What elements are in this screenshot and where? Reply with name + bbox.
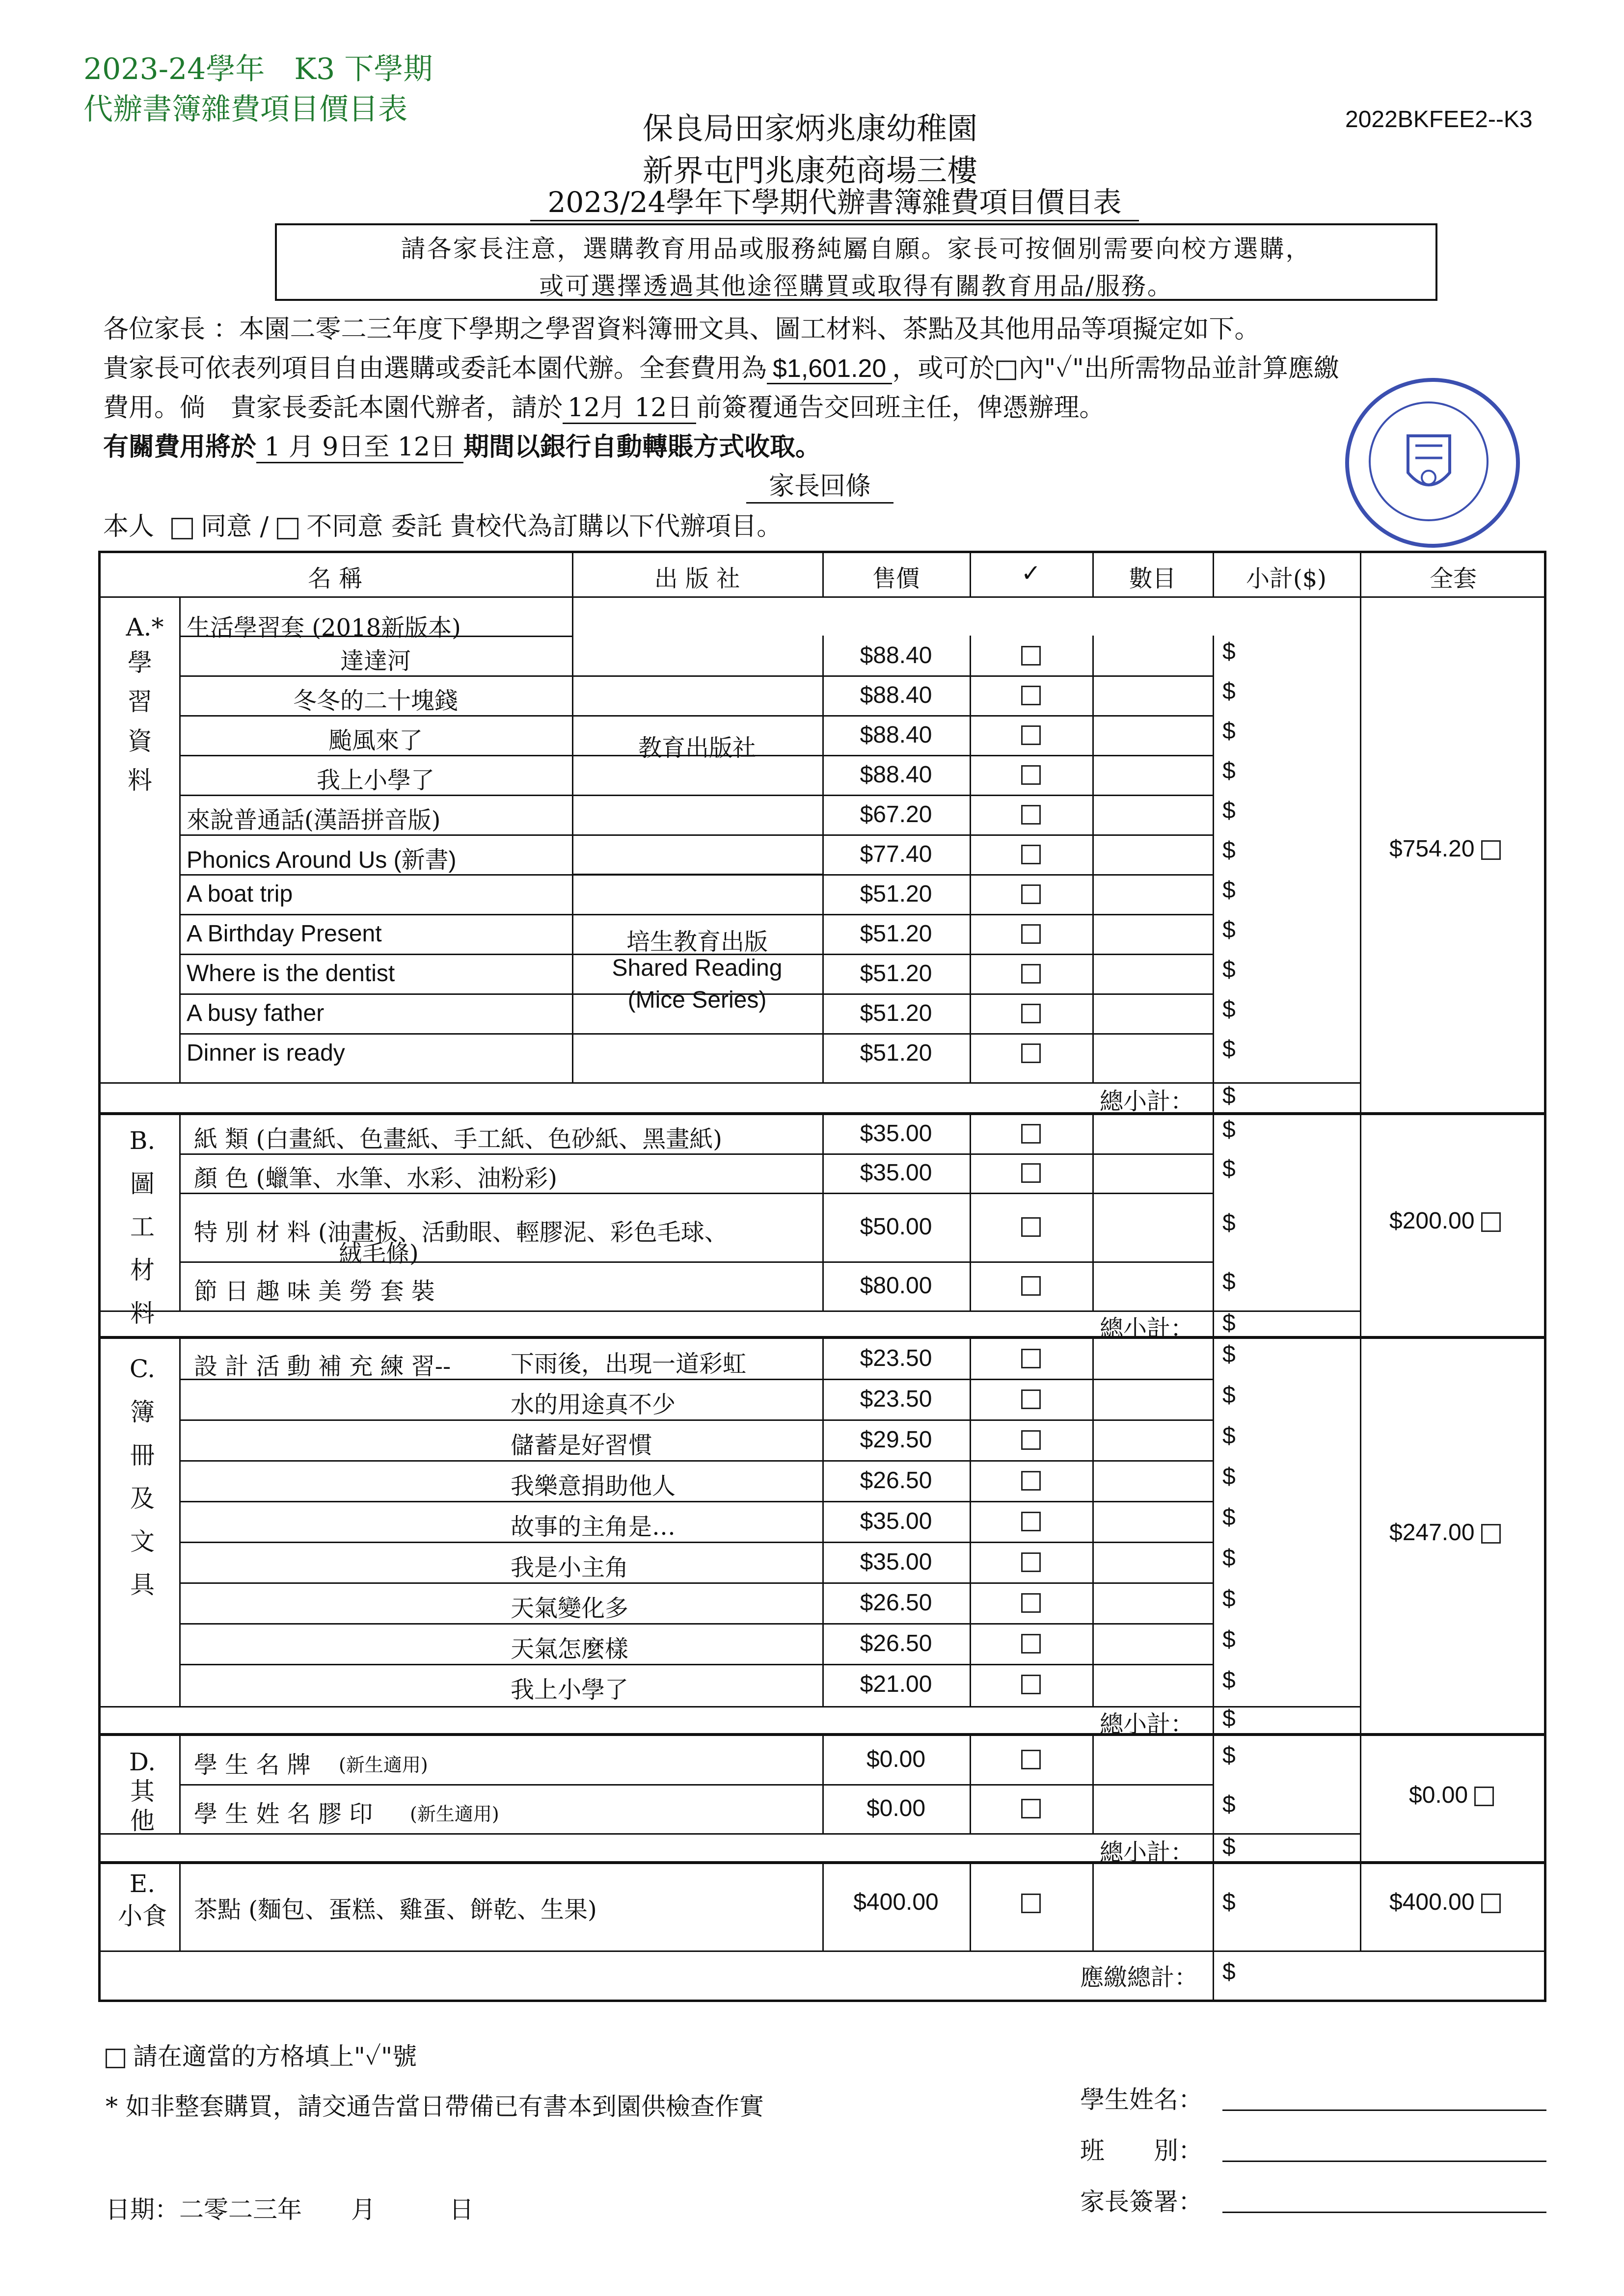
publisher-a2-line2: Shared Reading xyxy=(612,955,783,981)
grand-total-value: $ xyxy=(1222,1959,1236,1985)
item-b-2-price: $35.00 xyxy=(860,1160,932,1186)
section-c-set-price: $247.00 xyxy=(1389,1519,1501,1546)
header-full-set: 全套 xyxy=(1429,565,1477,592)
item-c-8-price: $26.50 xyxy=(860,1630,932,1656)
item-c-5-subtotal: $ xyxy=(1222,1504,1236,1530)
item-a-5-checkbox[interactable] xyxy=(1021,805,1041,825)
item-c-5-price: $35.00 xyxy=(860,1508,932,1534)
item-c-6-subtotal: $ xyxy=(1222,1545,1236,1571)
item-c-5-checkbox[interactable] xyxy=(1021,1512,1041,1531)
school-stamp-emblem-icon xyxy=(1349,382,1516,544)
item-a-4-price: $88.40 xyxy=(860,761,932,788)
item-a-9-subtotal: $ xyxy=(1222,956,1236,983)
section-c-subtotal-label: 總小計： xyxy=(1100,1710,1194,1738)
item-a-7-name: A boat trip xyxy=(187,881,293,907)
item-c-9-subtotal: $ xyxy=(1222,1667,1236,1693)
item-b-2-name: 顏 色 (蠟筆、水筆、水彩、油粉彩) xyxy=(194,1165,557,1192)
deadline-day: 12日 xyxy=(630,393,696,424)
item-c-1-name: 下雨後，出現一道彩虹 xyxy=(511,1350,747,1378)
class-label: 班 別： xyxy=(1080,2136,1203,2165)
item-a-7-price: $51.20 xyxy=(860,881,932,907)
item-b-2-subtotal: $ xyxy=(1222,1156,1236,1182)
notice-box xyxy=(275,223,1437,301)
item-b-1-subtotal: $ xyxy=(1222,1117,1236,1143)
item-c-4-checkbox[interactable] xyxy=(1021,1471,1041,1491)
deduction-dates: 1 月 9日至 12日 xyxy=(256,432,463,463)
signature-field[interactable] xyxy=(1222,2212,1546,2213)
item-c-1-price: $23.50 xyxy=(860,1345,932,1371)
item-a-4-subtotal: $ xyxy=(1222,757,1236,784)
item-c-4-name: 我樂意捐助他人 xyxy=(511,1472,676,1500)
item-a-10-name: A busy father xyxy=(187,1000,325,1026)
section-c-group-title: 設 計 活 動 補 充 練 習-- xyxy=(194,1353,451,1380)
signature-label: 家長簽署： xyxy=(1080,2188,1203,2216)
item-c-9-price: $21.00 xyxy=(860,1671,932,1697)
item-d-2-note: (新生適用) xyxy=(410,1803,499,1825)
item-c-1-checkbox[interactable] xyxy=(1021,1349,1041,1368)
item-a-4-checkbox[interactable] xyxy=(1021,765,1041,785)
reply-heading: 家長回條 xyxy=(746,465,893,504)
disagree-checkbox[interactable] xyxy=(277,518,298,539)
item-c-7-subtotal: $ xyxy=(1222,1585,1236,1612)
item-d-2-checkbox[interactable] xyxy=(1021,1799,1041,1818)
section-c-set-checkbox[interactable] xyxy=(1481,1524,1501,1544)
class-field[interactable] xyxy=(1222,2161,1546,2162)
item-a-3-price: $88.40 xyxy=(860,721,932,748)
item-a-10-subtotal: $ xyxy=(1222,996,1236,1022)
star-note: * 如非整套購買，請交通告當日帶備已有書本到園供檢查作實 xyxy=(106,2092,764,2121)
item-c-6-name: 我是小主角 xyxy=(511,1553,629,1581)
item-b-3-subtotal: $ xyxy=(1222,1210,1236,1236)
school-name: 保良局田家炳兆康幼稚園 xyxy=(642,110,977,146)
agree-label: 同意 / xyxy=(201,512,269,541)
header-name: 名 稱 xyxy=(307,565,363,592)
item-d-1-name: 學 生 名 牌 xyxy=(194,1751,311,1779)
item-c-2-subtotal: $ xyxy=(1222,1382,1236,1408)
section-c-label: C. 簿 冊 及 文 具 xyxy=(129,1355,156,1599)
item-a-8-name: A Birthday Present xyxy=(187,920,382,947)
item-d-2-price: $0.00 xyxy=(866,1795,926,1821)
section-c-subtotal-value: $ xyxy=(1222,1706,1236,1732)
item-c-8-subtotal: $ xyxy=(1222,1626,1236,1653)
item-b-4-checkbox[interactable] xyxy=(1021,1276,1041,1296)
item-a-5-subtotal: $ xyxy=(1222,797,1236,824)
example-checkbox-icon xyxy=(106,2049,125,2068)
item-b-1-price: $35.00 xyxy=(860,1121,932,1147)
section-a-code: A.* xyxy=(126,613,164,641)
item-a-11-subtotal: $ xyxy=(1222,1036,1236,1062)
publisher-a2-line1: 培生教育出版 xyxy=(626,929,768,955)
section-b-set-price: $200.00 xyxy=(1389,1207,1501,1234)
item-b-3-name: 特 別 材 料 (油畫板、活動眼、輕膠泥、彩色毛球、 xyxy=(194,1219,728,1246)
item-c-8-name: 天氣怎麼樣 xyxy=(511,1635,629,1663)
section-b-label: B. 圖 工 材 料 xyxy=(129,1126,156,1328)
publisher-a1: 教育出版社 xyxy=(638,734,756,762)
section-d-subtotal-value: $ xyxy=(1222,1834,1236,1860)
item-c-2-checkbox[interactable] xyxy=(1021,1389,1041,1409)
item-a-10-checkbox[interactable] xyxy=(1021,1004,1041,1023)
item-d-2-name: 學 生 姓 名 膠 印 xyxy=(194,1800,373,1828)
item-a-3-checkbox[interactable] xyxy=(1021,725,1041,745)
section-b-subtotal-label: 總小計： xyxy=(1100,1315,1194,1342)
item-a-7-subtotal: $ xyxy=(1222,877,1236,903)
item-b-4-price: $80.00 xyxy=(860,1273,932,1299)
document-title: 2023/24學年下學期代辦書簿雜費項目價目表 xyxy=(530,185,1139,221)
item-a-3-subtotal: $ xyxy=(1222,718,1236,744)
item-a-1-name: 達達河 xyxy=(340,647,411,675)
item-a-2-subtotal: $ xyxy=(1222,678,1236,704)
item-c-2-price: $23.50 xyxy=(860,1386,932,1412)
agree-checkbox[interactable] xyxy=(171,518,193,539)
header-publisher: 出 版 社 xyxy=(654,565,740,592)
item-a-6-checkbox[interactable] xyxy=(1021,845,1041,864)
item-a-6-subtotal: $ xyxy=(1222,837,1236,863)
section-e-set-price: $400.00 xyxy=(1389,1889,1501,1916)
intro-line3: 費用。倘 貴家長委託本園代辦者，請於 12月 12日 前簽覆通告交回班主任，俾憑辦理。 xyxy=(103,387,1105,424)
item-a-2-price: $88.40 xyxy=(860,682,932,708)
section-b-subtotal-value: $ xyxy=(1222,1310,1236,1336)
section-a-label: 學 習 資 料 xyxy=(128,648,152,795)
item-d-1-price: $0.00 xyxy=(866,1746,926,1772)
item-a-9-name: Where is the dentist xyxy=(187,960,395,987)
item-e-1-name: 茶點 (麵包、蛋糕、雞蛋、餅乾、生果) xyxy=(194,1896,597,1923)
item-a-6-price: $77.40 xyxy=(860,841,932,867)
publisher-a2-line3: (Mice Series) xyxy=(627,987,767,1013)
notice-line1: 請各家長注意，選購教育用品或服務純屬自願。家長可按個別需要向校方選購， xyxy=(401,235,1312,263)
intro-line4: 有關費用將於 1 月 9日至 12日 期間以銀行自動轉賬方式收取。 xyxy=(103,426,821,463)
disagree-label: 不同意 委託 貴校代為訂購以下代辦項目。 xyxy=(306,512,783,541)
item-a-11-price: $51.20 xyxy=(860,1040,932,1066)
reply-line: 本人 同意 / 不同意 委託 貴校代為訂購以下代辦項目。 xyxy=(103,512,783,541)
item-a-3-name: 颱風來了 xyxy=(328,726,423,754)
item-d-1-checkbox[interactable] xyxy=(1021,1750,1041,1769)
section-e-set-checkbox[interactable] xyxy=(1481,1894,1501,1913)
grand-total-label: 應繳總計： xyxy=(1080,1964,1198,1991)
date-line: 日期：二零二三年 月 日 xyxy=(106,2195,474,2224)
item-a-4-name: 我上小學了 xyxy=(316,766,434,794)
corner-title-line1: 2023-24學年 K3 下學期 xyxy=(83,52,433,86)
header-check: ✓ xyxy=(1021,560,1041,587)
item-c-9-checkbox[interactable] xyxy=(1021,1675,1041,1694)
item-b-1-checkbox[interactable] xyxy=(1021,1124,1041,1144)
section-d-subtotal-label: 總小計： xyxy=(1100,1839,1194,1866)
item-c-4-subtotal: $ xyxy=(1222,1463,1236,1490)
section-b-set-checkbox[interactable] xyxy=(1481,1212,1501,1232)
total-fee: $1,601.20 xyxy=(767,354,892,384)
document-code: 2022BKFEE2--K3 xyxy=(1345,107,1533,133)
header-subtotal: 小計($) xyxy=(1246,565,1326,592)
item-b-4-subtotal: $ xyxy=(1222,1269,1236,1295)
item-c-7-name: 天氣變化多 xyxy=(511,1594,629,1622)
item-a-1-price: $88.40 xyxy=(860,642,932,668)
item-c-1-subtotal: $ xyxy=(1222,1341,1236,1367)
deadline-month: 12月 xyxy=(563,393,630,424)
student-name-field[interactable] xyxy=(1222,2109,1546,2111)
header-quantity: 數目 xyxy=(1129,565,1176,592)
section-e-label: E. 小食 xyxy=(118,1869,167,1930)
student-name-label: 學生姓名： xyxy=(1080,2085,1203,2114)
item-a-1-subtotal: $ xyxy=(1222,638,1236,665)
item-c-3-checkbox[interactable] xyxy=(1021,1430,1041,1450)
item-e-1-price: $400.00 xyxy=(853,1889,939,1915)
item-e-1-checkbox[interactable] xyxy=(1021,1894,1041,1913)
item-a-11-checkbox[interactable] xyxy=(1021,1043,1041,1063)
section-a-group-title: 生活學習套 (2018新版本) xyxy=(187,614,461,641)
school-address: 新界屯門兆康苑商場三樓 xyxy=(642,153,977,188)
item-b-1-name: 紙 類 (白畫紙、色畫紙、手工紙、色砂紙、黑畫紙) xyxy=(194,1125,722,1153)
school-stamp xyxy=(1345,378,1520,548)
item-a-5-price: $67.20 xyxy=(860,801,932,828)
item-c-5-name: 故事的主角是… xyxy=(511,1513,676,1541)
item-d-1-subtotal: $ xyxy=(1222,1742,1236,1768)
section-a-subtotal-value: $ xyxy=(1222,1083,1236,1109)
section-a-subtotal-label: 總小計： xyxy=(1100,1088,1194,1115)
item-b-3-name-line2: 絨毛條) xyxy=(339,1240,419,1267)
header-price: 售價 xyxy=(872,565,920,592)
item-e-1-subtotal: $ xyxy=(1222,1889,1236,1915)
item-b-4-name: 節 日 趣 味 美 勞 套 裝 xyxy=(194,1278,435,1305)
section-d-label: D. 其 他 xyxy=(129,1748,156,1835)
item-a-1-checkbox[interactable] xyxy=(1021,646,1041,666)
item-a-7-checkbox[interactable] xyxy=(1021,884,1041,904)
item-a-2-checkbox[interactable] xyxy=(1021,686,1041,705)
section-d-set-checkbox[interactable] xyxy=(1474,1787,1494,1806)
item-a-9-price: $51.20 xyxy=(860,960,932,987)
section-a-set-checkbox[interactable] xyxy=(1481,840,1501,860)
item-a-5-name: 來說普通話(漢語拼音版) xyxy=(187,806,441,834)
item-a-10-price: $51.20 xyxy=(860,1000,932,1026)
item-a-6-name: Phonics Around Us (新書) xyxy=(187,847,457,873)
notice-line2: 或可選擇透過其他途徑購買或取得有關教育用品/服務。 xyxy=(539,272,1173,300)
item-c-7-checkbox[interactable] xyxy=(1021,1593,1041,1613)
section-d-set-price: $0.00 xyxy=(1409,1782,1494,1809)
item-a-8-price: $51.20 xyxy=(860,920,932,947)
item-c-6-checkbox[interactable] xyxy=(1021,1552,1041,1572)
item-c-2-name: 水的用途真不少 xyxy=(511,1390,676,1418)
item-a-8-subtotal: $ xyxy=(1222,916,1236,943)
item-c-4-price: $26.50 xyxy=(860,1467,932,1494)
intro-line2: 貴家長可依表列項目自由選購或委託本園代辦。全套費用為 $1,601.20 ，或可於□內"✓"出所需物品並計算應繳 xyxy=(103,354,1339,383)
item-b-3-price: $50.00 xyxy=(860,1214,932,1240)
item-a-11-name: Dinner is ready xyxy=(187,1040,345,1066)
item-b-2-checkbox[interactable] xyxy=(1021,1163,1041,1183)
item-a-2-name: 冬冬的二十塊錢 xyxy=(293,687,458,715)
item-c-3-price: $29.50 xyxy=(860,1426,932,1453)
check-instruction: 請在適當的方格填上"✓"號 xyxy=(106,2037,417,2072)
item-c-9-name: 我上小學了 xyxy=(511,1676,629,1704)
item-a-9-checkbox[interactable] xyxy=(1021,964,1041,984)
item-c-3-name: 儲蓄是好習慣 xyxy=(511,1431,652,1459)
item-c-8-checkbox[interactable] xyxy=(1021,1634,1041,1654)
section-a-set-price: $754.20 xyxy=(1389,835,1501,862)
item-b-3-checkbox[interactable] xyxy=(1021,1217,1041,1237)
item-c-6-price: $35.00 xyxy=(860,1548,932,1575)
item-c-7-price: $26.50 xyxy=(860,1589,932,1616)
item-d-1-note: (新生適用) xyxy=(339,1754,428,1776)
corner-title-line2: 代辦書簿雜費項目價目表 xyxy=(83,92,407,127)
intro-line1: 各位家長 ：本園二零二三年度下學期之學習資料簿冊文具、圖工材料、茶點及其他用品等項擬定如下。 xyxy=(103,315,1260,344)
item-a-8-checkbox[interactable] xyxy=(1021,924,1041,944)
item-d-2-subtotal: $ xyxy=(1222,1791,1236,1817)
item-c-3-subtotal: $ xyxy=(1222,1422,1236,1449)
